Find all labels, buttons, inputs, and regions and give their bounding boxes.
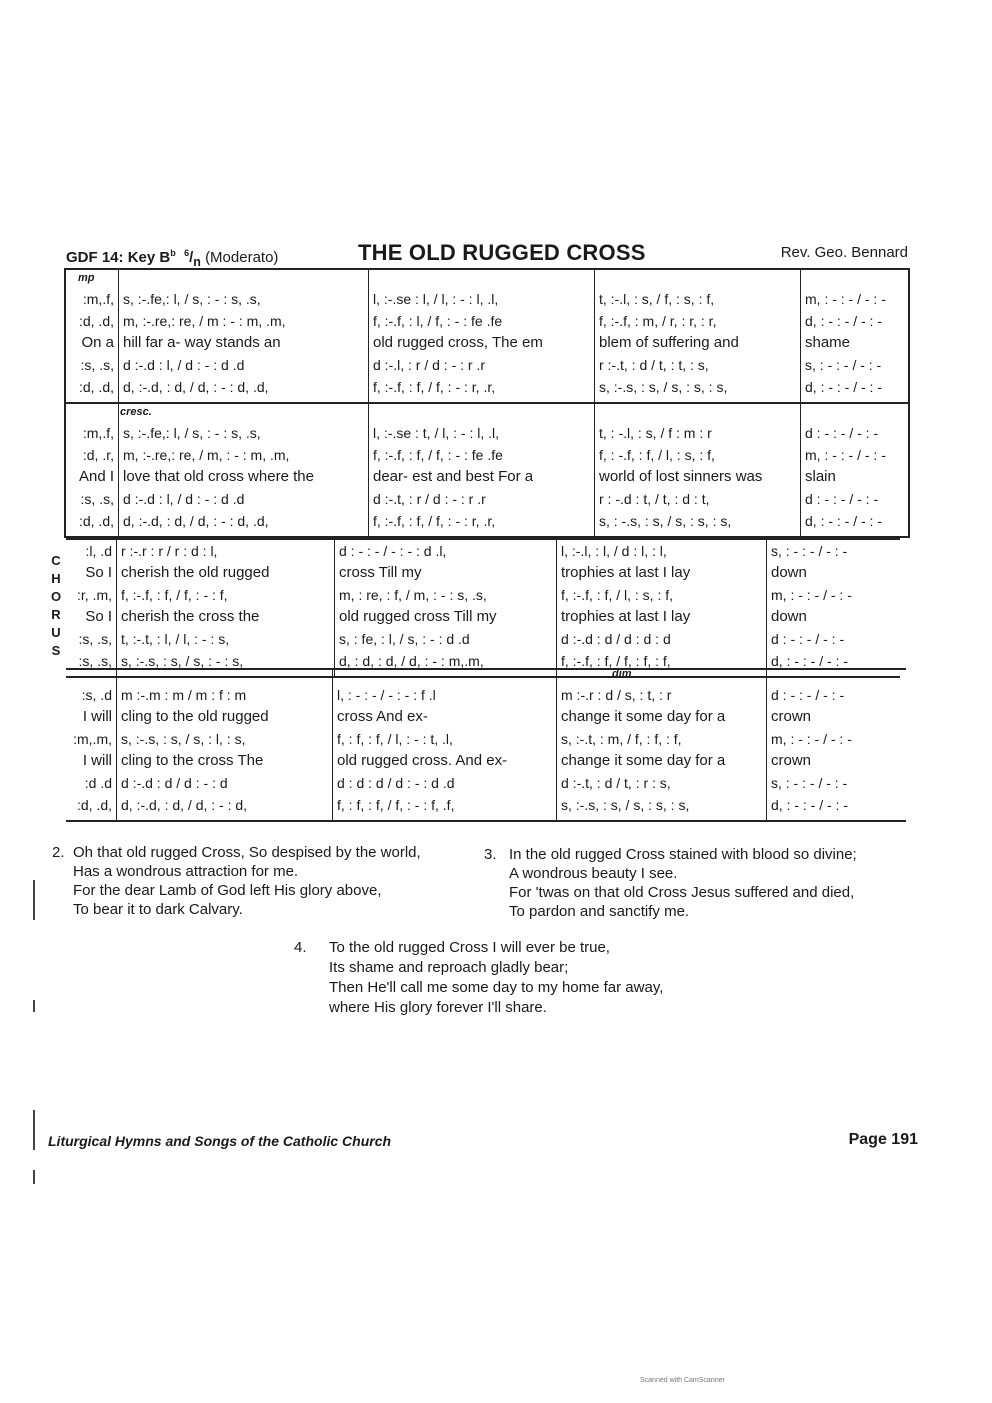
notation-measure: s, : -.s, : s, / s, : s, : s, xyxy=(599,513,732,529)
lyric-measure: crown xyxy=(771,752,812,769)
lyric-measure: love that old cross where the xyxy=(123,468,314,485)
lyric-measure: trophies at last I lay xyxy=(561,564,691,581)
lyric-row xyxy=(66,706,906,728)
notation-measure: m, :-.re,: re, / m : - : m, .m, xyxy=(123,313,286,329)
notation-row xyxy=(66,354,908,376)
notation-measure: d :-.d : d / d : - : d xyxy=(121,775,228,791)
notation-measure: d, : - : - / - : - xyxy=(805,379,882,395)
score-system xyxy=(66,538,900,678)
notation-measure: f, :-.f, : f, / f, : f, : f, xyxy=(561,653,671,669)
lyric-pickup: On a xyxy=(81,334,114,351)
notation-pickup: :l, .d xyxy=(85,543,112,559)
key-flat: b xyxy=(170,248,176,258)
lyric-row xyxy=(66,562,900,584)
binding-mark xyxy=(33,1170,35,1184)
notation-measure: l, :-.se : l, / l, : - : l, .l, xyxy=(373,291,499,307)
notation-measure: d, :-.d, : d, / d, : - : d, .d, xyxy=(123,513,269,529)
lyric-measure: crown xyxy=(771,708,812,725)
time-numerator: 6 xyxy=(184,248,190,258)
score-system xyxy=(66,668,906,822)
notation-measure: m, : - : - / - : - xyxy=(805,291,886,307)
notation-measure: f, :-.f, : m, / r, : r, : r, xyxy=(599,313,717,329)
notation-pickup: :m,.f, xyxy=(82,291,114,307)
lyric-measure: cling to the cross The xyxy=(121,752,264,769)
lyric-measure: blem of suffering and xyxy=(599,334,739,351)
notation-measure: t, : -.l, : s, / f : m : r xyxy=(599,425,712,441)
notation-measure: l, : - : - / - : - : f .l xyxy=(337,687,436,703)
lyric-row xyxy=(66,750,906,772)
notation-measure: m, : re, : f, / m, : - : s, .s, xyxy=(339,587,487,603)
notation-pickup: :d, .r, xyxy=(82,447,114,463)
notation-measure: d : - : - / - : - xyxy=(771,687,845,703)
score-system xyxy=(64,268,910,404)
lyric-measure: down xyxy=(771,608,807,625)
lyric-measure: old rugged cross Till my xyxy=(339,608,497,625)
binding-mark xyxy=(33,1000,35,1012)
notation-measure: d :-.t, : d / t, : r : s, xyxy=(561,775,671,791)
hymn-header xyxy=(62,240,908,270)
binding-mark xyxy=(33,880,35,920)
hymn-author: Rev. Geo. Bennard xyxy=(780,244,908,261)
lyric-pickup: So I xyxy=(85,608,112,625)
key-signature-line xyxy=(66,248,278,269)
notation-row xyxy=(66,584,900,606)
notation-row xyxy=(66,794,906,816)
notation-measure: l, :-.l, : l, / d : l, : l, xyxy=(561,543,667,559)
notation-measure: m :-.m : m / m : f : m xyxy=(121,687,247,703)
notation-row xyxy=(66,376,908,398)
notation-measure: d, :-.d, : d, / d, : - : d, xyxy=(121,797,248,813)
verse-4-line: Then He'll call me some day to my home far away, xyxy=(329,979,664,996)
tempo-marking: (Moderato) xyxy=(205,249,279,266)
notation-row xyxy=(66,684,906,706)
notation-measure: d : - : - / - : - xyxy=(805,491,879,507)
notation-measure: s, : - : - / - : - xyxy=(771,543,848,559)
dynamic-cresc: cresc. xyxy=(120,406,152,418)
notation-row xyxy=(66,628,900,650)
verse-2-line: To bear it to dark Calvary. xyxy=(73,901,243,918)
notation-measure: d, :-.d, : d, / d, : - : d, .d, xyxy=(123,379,269,395)
notation-row xyxy=(66,772,906,794)
notation-measure: m, : - : - / - : - xyxy=(805,447,886,463)
lyric-pickup: I will xyxy=(82,708,112,725)
notation-row xyxy=(66,288,908,310)
notation-measure: s, :-.s, : s, / s, : - : s, xyxy=(121,653,244,669)
lyric-measure: slain xyxy=(805,468,836,485)
lyric-measure: cling to the old rugged xyxy=(121,708,269,725)
notation-row xyxy=(66,510,908,532)
notation-measure: d :-.d : l, / d : - : d .d xyxy=(123,491,245,507)
notation-row xyxy=(66,422,908,444)
verse-2-line: Oh that old rugged Cross, So despised by the world, xyxy=(73,844,421,861)
notation-measure: s, :-.s, : s, / s, : s, : s, xyxy=(561,797,690,813)
footer-page-number: Page 191 xyxy=(848,1131,918,1148)
notation-measure: f, :-.f, : f, / f, : - : f, xyxy=(121,587,228,603)
binding-mark xyxy=(33,1110,35,1150)
lyric-measure: old rugged cross. And ex- xyxy=(337,752,508,769)
notation-measure: m :-.r : d / s, : t, : r xyxy=(561,687,672,703)
notation-row xyxy=(66,540,900,562)
notation-row xyxy=(66,488,908,510)
notation-measure: d, : - : - / - : - xyxy=(771,797,848,813)
lyric-measure: hill far a- way stands an xyxy=(123,334,281,351)
notation-measure: s, : fe, : l, / s, : - : d .d xyxy=(339,631,470,647)
notation-measure: s, :-.s, : s, / s, : s, : s, xyxy=(599,379,728,395)
notation-measure: d : - : - / - : - xyxy=(805,425,879,441)
notation-row xyxy=(66,310,908,332)
notation-measure: m, :-.re,: re, / m, : - : m, .m, xyxy=(123,447,290,463)
lyric-measure: cross And ex- xyxy=(337,708,428,725)
notation-pickup: :d, .d, xyxy=(76,797,112,813)
notation-measure: d, : - : - / - : - xyxy=(805,313,882,329)
notation-measure: l, :-.se : t, / l, : - : l, .l, xyxy=(373,425,500,441)
notation-measure: r :-.r : r / r : d : l, xyxy=(121,543,218,559)
notation-pickup: :d, .d, xyxy=(78,379,114,395)
notation-measure: f, : -.f, : f, / l, : s, : f, xyxy=(599,447,715,463)
verse-4-number: 4. xyxy=(294,939,307,956)
notation-pickup: :s, .s, xyxy=(80,491,114,507)
notation-measure: d : - : - / - : - : d .l, xyxy=(339,543,447,559)
notation-measure: m, : - : - / - : - xyxy=(771,731,852,747)
notation-measure: t, :-.l, : s, / f, : s, : f, xyxy=(599,291,715,307)
notation-measure: d, : - : - / - : - xyxy=(771,653,848,669)
lyric-measure: down xyxy=(771,564,807,581)
verse-2-line: Has a wondrous attraction for me. xyxy=(73,863,299,880)
catalog-number: GDF 14: xyxy=(66,249,124,266)
lyric-pickup: I will xyxy=(82,752,112,769)
notation-measure: f, :-.f, : l, / f, : - : fe .fe xyxy=(373,313,503,329)
lyric-measure: trophies at last I lay xyxy=(561,608,691,625)
verse-2-number: 2. xyxy=(52,844,65,861)
verse-3-line: In the old rugged Cross stained with blood so divine; xyxy=(509,846,857,863)
time-denominator: n xyxy=(193,255,201,269)
lyric-measure: old rugged cross, The em xyxy=(373,334,543,351)
lyric-measure: cherish the cross the xyxy=(121,608,260,625)
notation-pickup: :s, .s, xyxy=(80,357,114,373)
lyric-row xyxy=(66,606,900,628)
lyric-measure: shame xyxy=(805,334,851,351)
notation-measure: f, :-.f, : f, / f, : - : r, .r, xyxy=(373,379,496,395)
verse-4-line: To the old rugged Cross I will ever be true, xyxy=(329,939,610,956)
notation-measure: d, : d, : d, / d, : - : m,.m, xyxy=(339,653,484,669)
chorus-label: C H O R U S xyxy=(50,553,62,658)
notation-row xyxy=(66,728,906,750)
dynamic-mp: mp xyxy=(78,272,95,284)
notation-measure: d : - : - / - : - xyxy=(771,631,845,647)
score-system xyxy=(64,402,910,538)
notation-pickup: :d .d xyxy=(84,775,112,791)
lyric-measure: world of lost sinners was xyxy=(599,468,763,485)
lyric-measure: dear- est and best For a xyxy=(373,468,534,485)
lyric-measure: change it some day for a xyxy=(561,752,726,769)
notation-measure: s, : - : - / - : - xyxy=(771,775,848,791)
notation-pickup: :s, .s, xyxy=(78,631,112,647)
verse-4-line: Its shame and reproach gladly bear; xyxy=(329,959,569,976)
notation-measure: s, :-.t, : m, / f, : f, : f, xyxy=(561,731,682,747)
notation-pickup: :d, .d, xyxy=(78,513,114,529)
notation-pickup: :d, .d, xyxy=(78,313,114,329)
verse-3-line: For 'twas on that old Cross Jesus suffered and died, xyxy=(509,884,855,901)
lyric-pickup: And I xyxy=(78,468,114,485)
notation-measure: s, :-.fe,: l, / s, : - : s, .s, xyxy=(123,291,261,307)
notation-measure: d : d : d / d : - : d .d xyxy=(337,775,455,791)
notation-measure: f, :-.f, : f, / f, : - : fe .fe xyxy=(373,447,503,463)
notation-measure: s, :-.fe,: l, / s, : - : s, .s, xyxy=(123,425,261,441)
notation-measure: r :-.t, : d / t, : t, : s, xyxy=(599,357,709,373)
notation-measure: f, :-.f, : f, / l, : s, : f, xyxy=(561,587,674,603)
verse-4-line: where His glory forever I'll share. xyxy=(329,999,547,1016)
lyric-pickup: So I xyxy=(85,564,112,581)
notation-measure: m, : - : - / - : - xyxy=(771,587,852,603)
notation-pickup: :r, .m, xyxy=(77,587,112,603)
verse-3-number: 3. xyxy=(484,846,497,863)
lyric-measure: change it some day for a xyxy=(561,708,726,725)
lyric-row xyxy=(66,332,908,354)
time-separator: / xyxy=(189,249,194,266)
lyric-row xyxy=(66,466,908,488)
notation-measure: f, : f, : f, / l, : - : t, .l, xyxy=(337,731,453,747)
notation-measure: t, :-.t, : l, / l, : - : s, xyxy=(121,631,230,647)
verse-3-line: To pardon and sanctify me. xyxy=(509,903,690,920)
verse-2-line: For the dear Lamb of God left His glory above, xyxy=(73,882,382,899)
notation-row xyxy=(66,444,908,466)
notation-measure: d :-.l, : r / d : - : r .r xyxy=(373,357,486,373)
dynamic-dim: dim xyxy=(612,668,632,680)
notation-measure: d :-.d : d / d : d : d xyxy=(561,631,671,647)
notation-measure: s, :-.s, : s, / s, : l, : s, xyxy=(121,731,246,747)
notation-pickup: :s, .s, xyxy=(78,653,112,669)
notation-measure: f, : f, : f, / f, : - : f, .f, xyxy=(337,797,455,813)
scanner-watermark: Scanned with CamScanner xyxy=(640,1377,725,1384)
notation-measure: d :-.d : l, / d : - : d .d xyxy=(123,357,245,373)
verse-3-line: A wondrous beauty I see. xyxy=(509,865,678,882)
key-label: Key B xyxy=(127,249,171,266)
notation-measure: f, :-.f, : f, / f, : - : r, .r, xyxy=(373,513,496,529)
notation-measure: r : -.d : t, / t, : d : t, xyxy=(599,491,710,507)
notation-measure: s, : - : - / - : - xyxy=(805,357,882,373)
notation-pickup: :s, .d xyxy=(81,687,112,703)
footer-book-title: Liturgical Hymns and Songs of the Catholic Church xyxy=(48,1133,392,1149)
notation-pickup: :m,.m, xyxy=(73,731,112,747)
hymn-title: THE OLD RUGGED CROSS xyxy=(358,240,646,265)
notation-measure: d :-.t, : r / d : - : r .r xyxy=(373,491,486,507)
notation-measure: d, : - : - / - : - xyxy=(805,513,882,529)
lyric-measure: cross Till my xyxy=(339,564,422,581)
lyric-measure: cherish the old rugged xyxy=(121,564,270,581)
notation-pickup: :m,.f, xyxy=(82,425,114,441)
